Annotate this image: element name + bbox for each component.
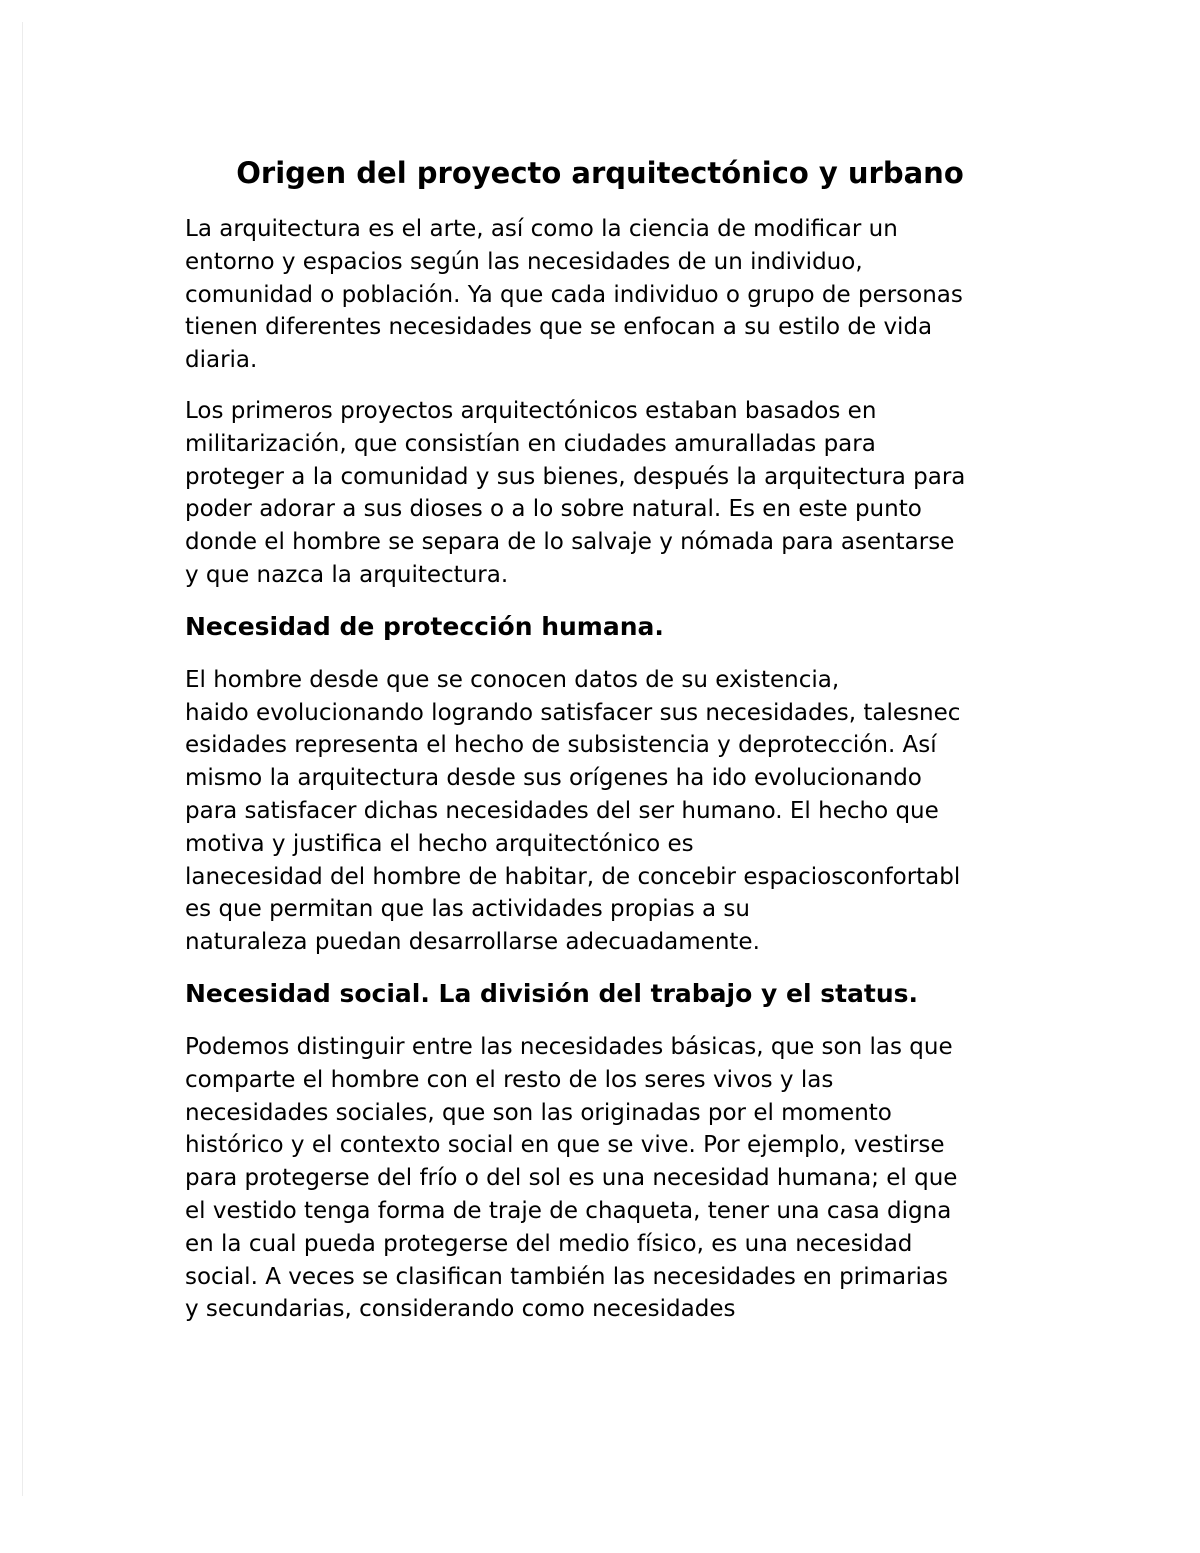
text-line: El hombre desde que se conocen datos de su existencia, <box>185 666 840 693</box>
text-line: histórico y el contexto social en que se vive. Por ejemplo, vestirse <box>185 1132 945 1159</box>
text-line: haido evolucionando logrando satisfacer sus necesidades, talesnec <box>185 699 961 726</box>
text-line: social. A veces se clasifican también las necesidades en primarias <box>185 1263 949 1290</box>
text-line: y que nazca la arquitectura. <box>185 561 509 588</box>
text-line: para satisfacer dichas necesidades del ser humano. El hecho que <box>185 797 939 824</box>
text-line: entorno y espacios según las necesidades de un individuo, <box>185 248 863 275</box>
text-line: el vestido tenga forma de traje de chaqueta, tener una casa digna <box>185 1197 952 1224</box>
section-heading-protection: Necesidad de protección humana. <box>185 611 664 641</box>
document-body <box>185 155 1015 1344</box>
section-heading-social: Necesidad social. La división del trabajo y el status. <box>185 978 919 1008</box>
text-line: y secundarias, considerando como necesidades <box>185 1296 736 1323</box>
document-title: Origen del proyecto arquitectónico y urbano <box>236 156 964 190</box>
text-line: mismo la arquitectura desde sus orígenes ha ido evolucionando <box>185 765 922 792</box>
text-line: La arquitectura es el arte, así como la ciencia de modificar un <box>185 216 898 242</box>
text-line: naturaleza puedan desarrollarse adecuadamente. <box>185 929 760 956</box>
text-line: poder adorar a sus dioses o a lo sobre natural. Es en este punto <box>185 496 922 523</box>
text-line: proteger a la comunidad y sus bienes, después la arquitectura para <box>185 463 966 490</box>
page-edge <box>22 22 23 1496</box>
text-line: donde el hombre se separa de lo salvaje y nómada para asentarse <box>185 529 955 556</box>
text-line: comunidad o población. Ya que cada individuo o grupo de personas <box>185 281 963 308</box>
text-line: en la cual pueda protegerse del medio físico, es una necesidad <box>185 1230 913 1257</box>
text-line: comparte el hombre con el resto de los seres vivos y las <box>185 1066 834 1093</box>
text-line: necesidades sociales, que son las originadas por el momento <box>185 1099 892 1126</box>
text-line: diaria. <box>185 347 258 374</box>
text-line: Los primeros proyectos arquitectónicos estaban basados en <box>185 397 877 424</box>
text-line: Podemos distinguir entre las necesidades básicas, que son las que <box>185 1033 953 1060</box>
text-line: tienen diferentes necesidades que se enfocan a su estilo de vida <box>185 314 933 341</box>
text-line: motiva y justifica el hecho arquitectónico es <box>185 830 694 857</box>
paragraph-1 <box>185 213 1015 377</box>
paragraph-3 <box>185 664 1015 959</box>
text-line: lanecesidad del hombre de habitar, de concebir espaciosconfortabl <box>185 863 961 890</box>
text-line: es que permitan que las actividades propias a su <box>185 896 750 923</box>
text-line: militarización, que consistían en ciudades amuralladas para <box>185 430 876 457</box>
text-line: para protegerse del frío o del sol es una necesidad humana; el que <box>185 1165 958 1192</box>
paragraph-2 <box>185 395 1015 592</box>
text-line: esidades representa el hecho de subsistencia y deprotección. Así <box>185 732 937 759</box>
paragraph-4 <box>185 1031 1015 1326</box>
